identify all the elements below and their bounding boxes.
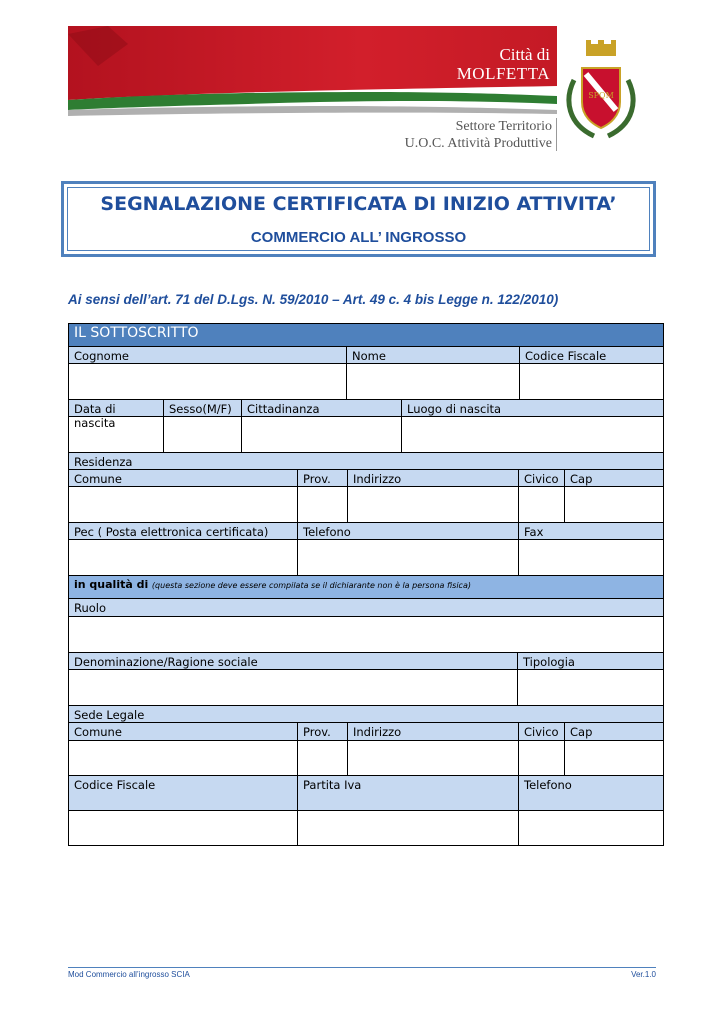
label-fax: Fax <box>519 523 664 540</box>
coat-of-arms-icon <box>560 40 642 144</box>
qualita-header <box>69 576 664 599</box>
label-cognome: Cognome <box>69 347 347 364</box>
field-cittadinanza[interactable] <box>242 417 402 453</box>
label-cap-sede: Cap <box>565 723 664 741</box>
field-denominazione[interactable] <box>69 670 518 706</box>
label-luogo-nascita: Luogo di nascita <box>402 400 664 417</box>
city-line2: MOLFETTA <box>456 64 550 83</box>
field-codice-fiscale-sede[interactable] <box>69 811 298 846</box>
field-sesso[interactable] <box>164 417 242 453</box>
qualita-note: (questa sezione deve essere compilata se il dichiarante non è la persona fisica) <box>151 581 471 590</box>
field-prov[interactable] <box>298 487 348 523</box>
label-denominazione: Denominazione/Ragione sociale <box>69 653 518 670</box>
field-comune[interactable] <box>69 487 298 523</box>
field-prov-sede[interactable] <box>298 741 348 776</box>
field-comune-sede[interactable] <box>69 741 298 776</box>
legal-reference: Ai sensi dell’art. 71 del D.Lgs. N. 59/2010 – Art. 49 c. 4 bis Legge n. 122/2010) <box>68 292 559 307</box>
field-tipologia[interactable] <box>518 670 664 706</box>
label-sesso: Sesso(M/F) <box>164 400 242 417</box>
header-divider <box>556 118 557 151</box>
label-indirizzo-sede: Indirizzo <box>348 723 519 741</box>
field-indirizzo-sede[interactable] <box>348 741 519 776</box>
field-telefono-sede[interactable] <box>519 811 664 846</box>
label-data-nascita: Data di nascita <box>69 400 164 417</box>
field-partita-iva[interactable] <box>298 811 519 846</box>
field-ruolo[interactable] <box>69 617 664 653</box>
label-comune-sede: Comune <box>69 723 298 741</box>
label-partita-iva: Partita Iva <box>298 776 519 811</box>
field-nome[interactable] <box>347 364 520 400</box>
city-line1: Città di <box>499 45 550 64</box>
qualita-title: in qualità di <box>74 578 149 591</box>
label-nome: Nome <box>347 347 520 364</box>
field-data-nascita[interactable] <box>69 417 164 453</box>
field-indirizzo[interactable] <box>348 487 519 523</box>
label-telefono: Telefono <box>298 523 519 540</box>
section-header: IL SOTTOSCRITTO <box>69 324 664 347</box>
label-tipologia: Tipologia <box>518 653 664 670</box>
field-telefono[interactable] <box>298 540 519 576</box>
svg-text:SPQM: SPQM <box>588 91 614 100</box>
sector-line2: U.O.C. Attività Produttive <box>404 136 552 151</box>
form-table <box>68 323 664 846</box>
field-civico-sede[interactable] <box>519 741 565 776</box>
footer-module-name: Mod Commercio all’ingrosso SCIA <box>68 970 190 979</box>
label-telefono-sede: Telefono <box>519 776 664 811</box>
label-residenza: Residenza <box>69 453 664 470</box>
label-indirizzo: Indirizzo <box>348 470 519 487</box>
label-cap: Cap <box>565 470 664 487</box>
field-cap-sede[interactable] <box>565 741 664 776</box>
document-title: SEGNALAZIONE CERTIFICATA DI INIZIO ATTIVITA’ <box>100 193 617 215</box>
city-name <box>420 45 550 83</box>
label-comune: Comune <box>69 470 298 487</box>
field-luogo-nascita[interactable] <box>402 417 664 453</box>
field-pec[interactable] <box>69 540 298 576</box>
footer-version: Ver.1.0 <box>631 970 656 979</box>
sector-line1: Settore Territorio <box>455 119 552 134</box>
label-codice-fiscale-sede: Codice Fiscale <box>69 776 298 811</box>
sector-text <box>360 118 552 152</box>
field-cognome[interactable] <box>69 364 347 400</box>
field-civico[interactable] <box>519 487 565 523</box>
field-fax[interactable] <box>519 540 664 576</box>
document-subtitle: COMMERCIO ALL’ INGROSSO <box>250 229 467 246</box>
label-pec: Pec ( Posta elettronica certificata) <box>69 523 298 540</box>
label-ruolo: Ruolo <box>69 599 664 617</box>
field-cap[interactable] <box>565 487 664 523</box>
label-civico: Civico <box>519 470 565 487</box>
label-prov-sede: Prov. <box>298 723 348 741</box>
label-cittadinanza: Cittadinanza <box>242 400 402 417</box>
label-civico-sede: Civico <box>519 723 565 741</box>
footer-divider <box>68 967 656 968</box>
label-codice-fiscale: Codice Fiscale <box>520 347 664 364</box>
field-codice-fiscale[interactable] <box>520 364 664 400</box>
label-prov: Prov. <box>298 470 348 487</box>
label-sede-legale: Sede Legale <box>69 706 664 723</box>
